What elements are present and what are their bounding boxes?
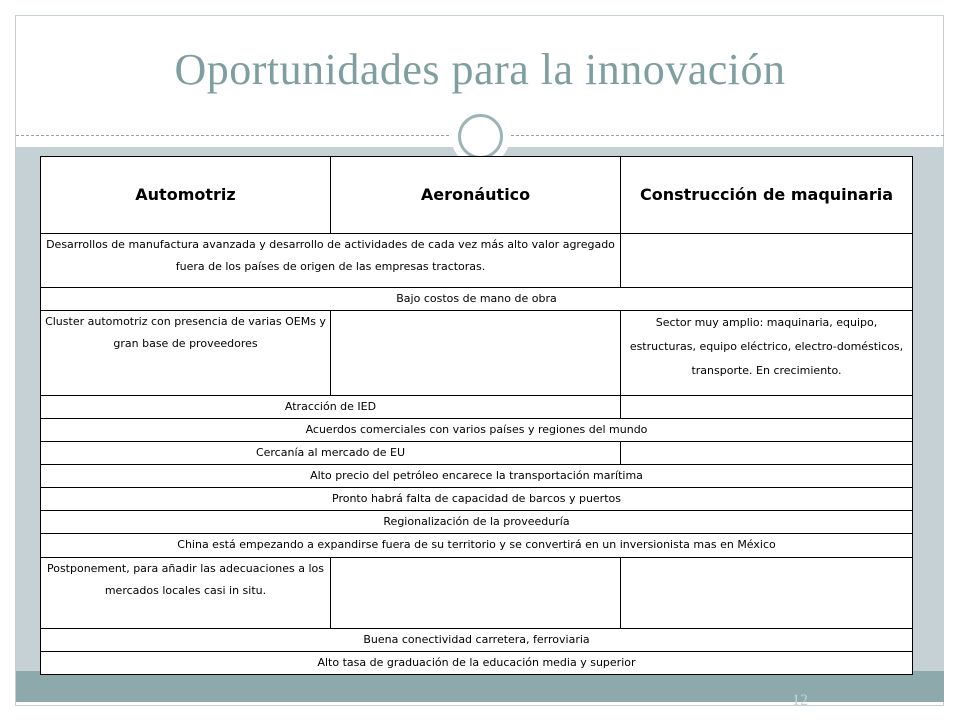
table-row <box>41 234 913 288</box>
cell-acuerdos: Acuerdos comerciales con varios países y regiones del mundo <box>41 419 913 442</box>
header-aeronautico: Aeronáutico <box>331 157 621 234</box>
table-row <box>41 652 913 675</box>
cell-regionalizacion: Regionalización de la proveeduría <box>41 511 913 534</box>
cell-empty <box>621 234 913 288</box>
cell-barcos: Pronto habrá falta de capacidad de barcos y puertos <box>41 488 913 511</box>
table-row <box>41 629 913 652</box>
cell-conectividad: Buena conectividad carretera, ferroviaria <box>41 629 913 652</box>
cell-empty <box>331 558 621 629</box>
table-row <box>41 419 913 442</box>
table-header-row <box>41 157 913 234</box>
cell-empty <box>331 311 621 396</box>
cell-postponement: Postponement, para añadir las adecuaciones a los mercados locales casi in situ. <box>41 558 331 629</box>
header-automotriz: Automotriz <box>41 157 331 234</box>
cell-empty <box>621 396 913 419</box>
table-row <box>41 534 913 558</box>
table-row <box>41 288 913 311</box>
cell-cercania: Cercanía al mercado de EU <box>41 442 621 465</box>
opportunities-table <box>40 156 913 675</box>
cell-china: China está empezando a expandirse fuera de su territorio y se convertirá en un inversionista mas en México <box>41 534 913 558</box>
cell-cluster-automotriz: Cluster automotriz con presencia de varias OEMs y gran base de proveedores <box>41 311 331 396</box>
cell-graduacion: Alto tasa de graduación de la educación media y superior <box>41 652 913 675</box>
table-row <box>41 442 913 465</box>
page-number: 12 <box>792 692 808 709</box>
table-row <box>41 511 913 534</box>
cell-sector-amplio: Sector muy amplio: maquinaria, equipo, estructuras, equipo eléctrico, electro-domésticos, transporte. En crecimiento. <box>621 311 913 396</box>
cell-manufactura: Desarrollos de manufactura avanzada y desarrollo de actividades de cada vez más alto valor agregado fuera de los países de origen de las empresas tractoras. <box>41 234 621 288</box>
cell-empty <box>621 558 913 629</box>
cell-atraccion-ied: Atracción de IED <box>41 396 621 419</box>
table-row <box>41 311 913 396</box>
table-row <box>41 558 913 629</box>
table-row <box>41 465 913 488</box>
table-row <box>41 488 913 511</box>
table-row <box>41 396 913 419</box>
cell-bajo-costos: Bajo costos de mano de obra <box>41 288 913 311</box>
cell-petroleo: Alto precio del petróleo encarece la transportación marítima <box>41 465 913 488</box>
header-construccion: Construcción de maquinaria <box>621 157 913 234</box>
slide-title: Oportunidades para la innovación <box>174 45 786 94</box>
cell-empty <box>621 442 913 465</box>
